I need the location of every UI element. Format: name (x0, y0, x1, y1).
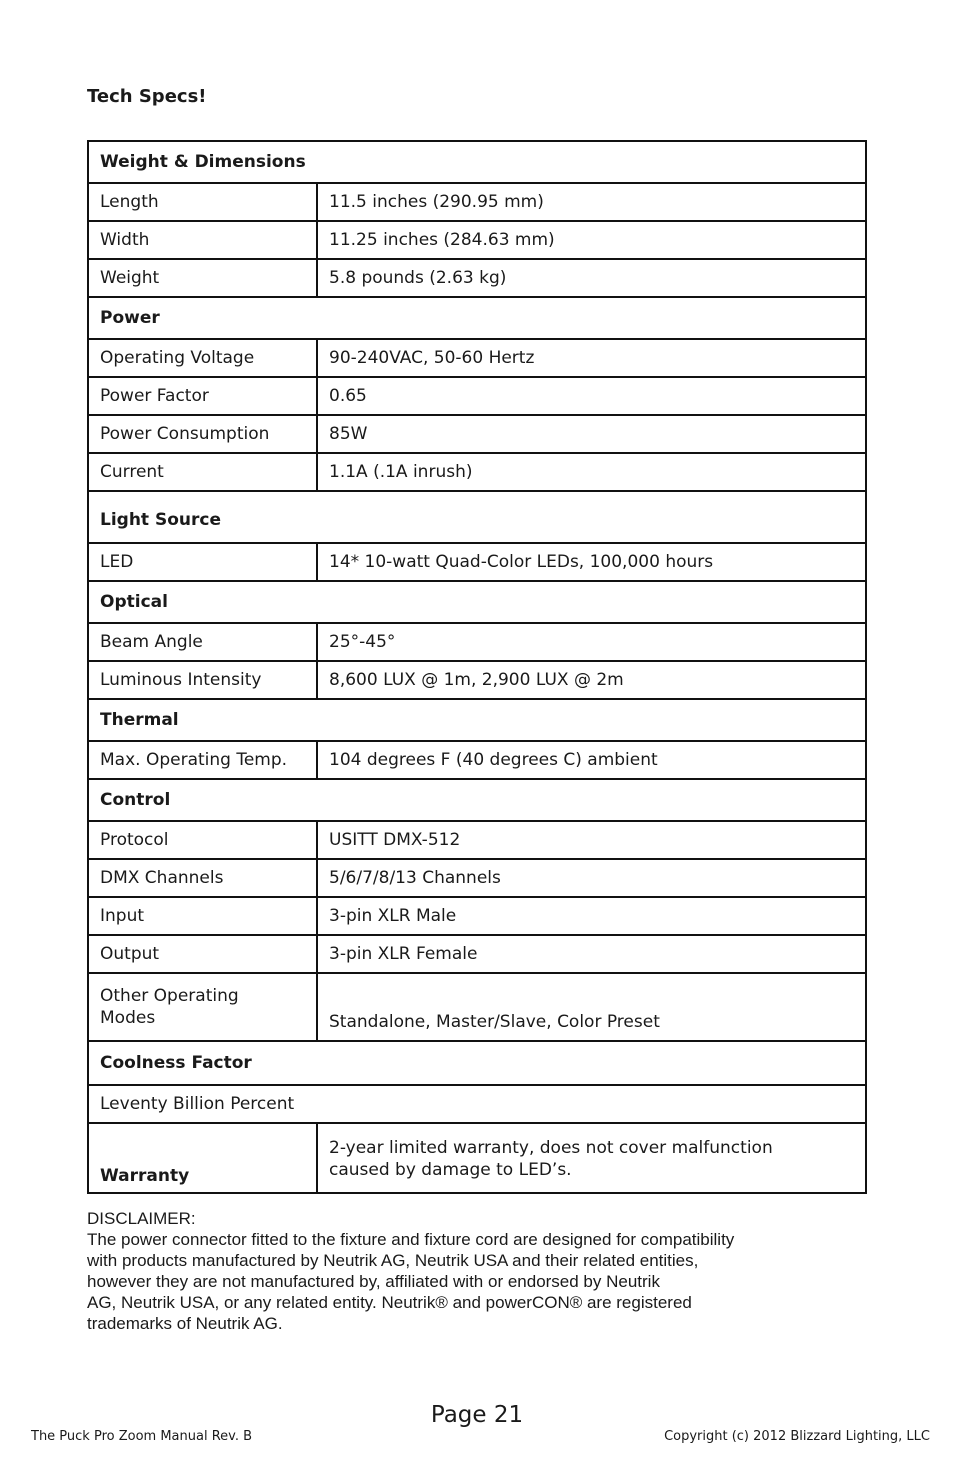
spec-label: Luminous Intensity (88, 661, 317, 699)
page-number: Page 21 (430, 1402, 524, 1428)
section-header-row (88, 491, 866, 543)
spec-value: 8,600 LUX @ 1m, 2,900 LUX @ 2m (317, 661, 866, 699)
table-row (88, 543, 866, 581)
footer-manual-title: The Puck Pro Zoom Manual Rev. B (31, 1429, 253, 1444)
spec-label: Beam Angle (88, 623, 317, 661)
spec-value (317, 1123, 866, 1193)
section-header-light-source: Light Source (88, 491, 866, 543)
table-row (88, 973, 866, 1041)
table-row (88, 859, 866, 897)
spec-label-line: Other Operating (100, 986, 239, 1006)
section-header-thermal: Thermal (88, 699, 866, 741)
table-row (88, 339, 866, 377)
table-row (88, 741, 866, 779)
disclaimer-line: AG, Neutrik USA, or any related entity. Neutrik® and powerCON® are registered (87, 1293, 692, 1312)
section-header-row (88, 699, 866, 741)
disclaimer-line: with products manufactured by Neutrik AG, Neutrik USA and their related entities, (87, 1251, 699, 1270)
spec-label: Input (88, 897, 317, 935)
spec-value: 25°-45° (317, 623, 866, 661)
spec-label: Weight (88, 259, 317, 297)
spec-value: 0.65 (317, 377, 866, 415)
disclaimer-heading: DISCLAIMER: (87, 1209, 196, 1228)
spec-value: 90-240VAC, 50-60 Hertz (317, 339, 866, 377)
section-header-row (88, 779, 866, 821)
spec-value: Leventy Billion Percent (88, 1085, 866, 1123)
spec-label: Power Consumption (88, 415, 317, 453)
table-row (88, 935, 866, 973)
section-header-row (88, 1041, 866, 1085)
warranty-label: Warranty (88, 1123, 317, 1193)
spec-value: Standalone, Master/Slave, Color Preset (317, 973, 866, 1041)
spec-value: 3-pin XLR Female (317, 935, 866, 973)
disclaimer-line: The power connector fitted to the fixture and fixture cord are designed for compatibility (87, 1230, 735, 1249)
tech-specs-table (87, 140, 867, 1194)
spec-label: Power Factor (88, 377, 317, 415)
spec-value: 1.1A (.1A inrush) (317, 453, 866, 491)
spec-label: LED (88, 543, 317, 581)
spec-label: Max. Operating Temp. (88, 741, 317, 779)
section-header-row (88, 297, 866, 339)
spec-value: 5.8 pounds (2.63 kg) (317, 259, 866, 297)
spec-label-line: Modes (100, 1008, 156, 1028)
table-row (88, 453, 866, 491)
spec-label: Width (88, 221, 317, 259)
spec-label: Length (88, 183, 317, 221)
table-row (88, 415, 866, 453)
warranty-line: 2-year limited warranty, does not cover malfunction (329, 1138, 773, 1158)
spec-label: Operating Voltage (88, 339, 317, 377)
spec-value: 11.5 inches (290.95 mm) (317, 183, 866, 221)
table-row (88, 1123, 866, 1193)
table-row (88, 183, 866, 221)
spec-value: 14* 10-watt Quad-Color LEDs, 100,000 hours (317, 543, 866, 581)
warranty-line: caused by damage to LED’s. (329, 1160, 572, 1180)
table-row (88, 221, 866, 259)
disclaimer-line: however they are not manufactured by, affiliated with or endorsed by Neutrik (87, 1272, 660, 1291)
page-title: Tech Specs! (87, 86, 207, 107)
section-header-coolness: Coolness Factor (88, 1041, 866, 1085)
spec-label (88, 973, 317, 1041)
spec-value: USITT DMX-512 (317, 821, 866, 859)
spec-label: Protocol (88, 821, 317, 859)
spec-value: 11.25 inches (284.63 mm) (317, 221, 866, 259)
spec-value: 5/6/7/8/13 Channels (317, 859, 866, 897)
spec-value: 3-pin XLR Male (317, 897, 866, 935)
spec-label: Current (88, 453, 317, 491)
spec-value: 85W (317, 415, 866, 453)
section-header-row (88, 141, 866, 183)
disclaimer-line: trademarks of Neutrik AG. (87, 1314, 283, 1333)
table-row (88, 661, 866, 699)
table-row (88, 1085, 866, 1123)
section-header-row (88, 581, 866, 623)
section-header-control: Control (88, 779, 866, 821)
disclaimer (87, 1208, 877, 1334)
spec-label: DMX Channels (88, 859, 317, 897)
table-row (88, 259, 866, 297)
section-header-weight: Weight & Dimensions (88, 141, 866, 183)
footer-copyright: Copyright (c) 2012 Blizzard Lighting, LLC (664, 1429, 930, 1444)
table-row (88, 623, 866, 661)
spec-label: Output (88, 935, 317, 973)
table-row (88, 377, 866, 415)
table-row (88, 821, 866, 859)
section-header-power: Power (88, 297, 866, 339)
section-header-optical: Optical (88, 581, 866, 623)
table-row (88, 897, 866, 935)
spec-value: 104 degrees F (40 degrees C) ambient (317, 741, 866, 779)
